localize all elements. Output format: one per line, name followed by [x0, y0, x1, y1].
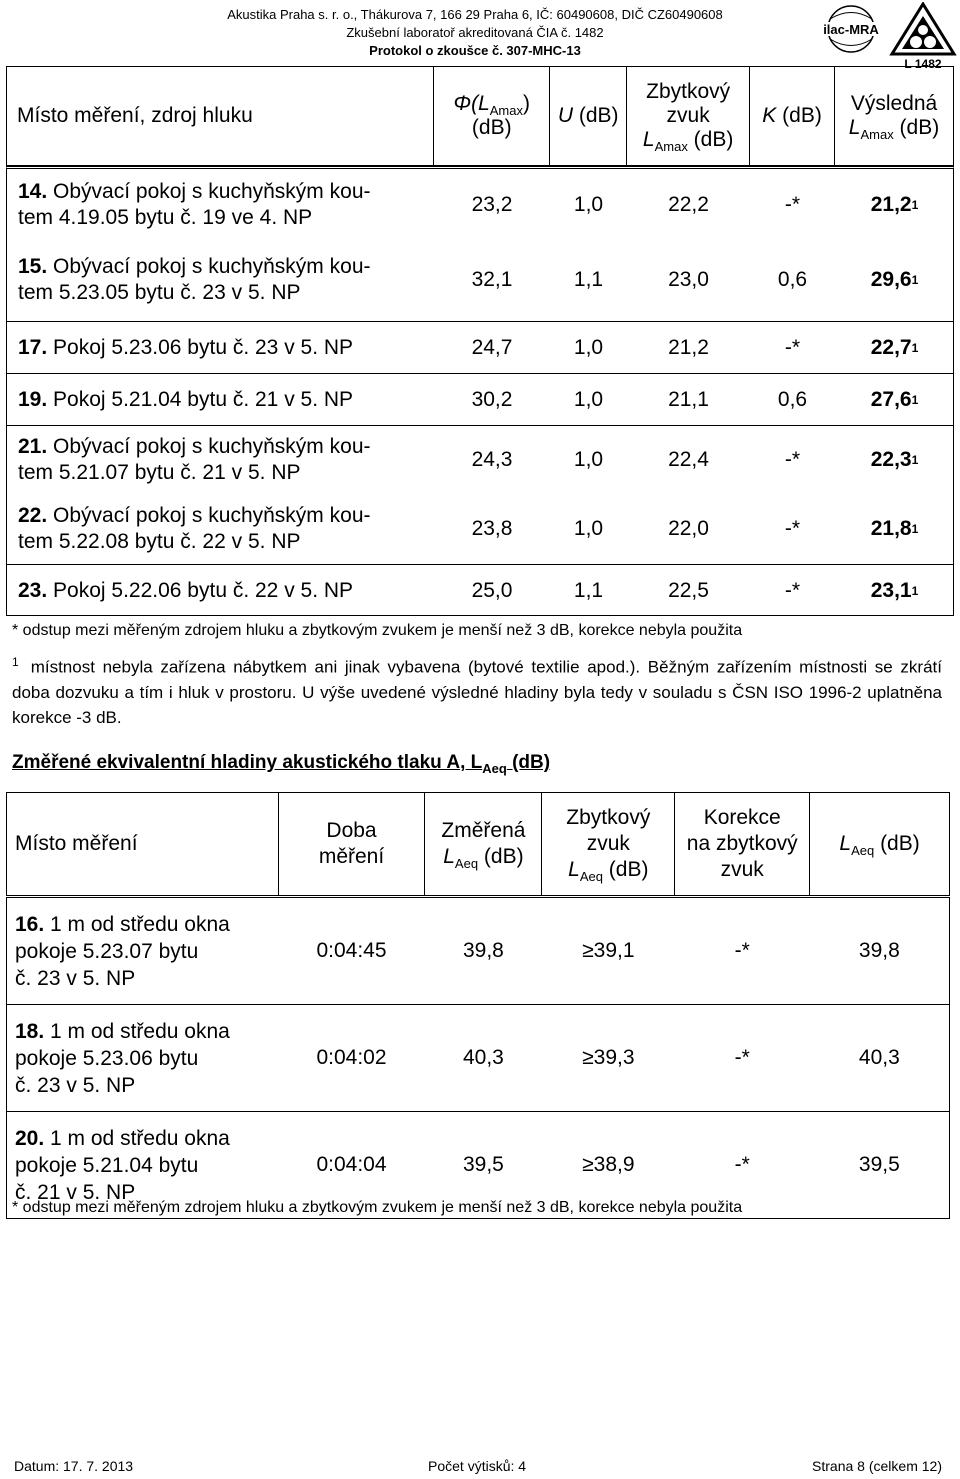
row-place: 19. Pokoj 5.21.04 bytu č. 21 v 5. NP: [18, 387, 354, 411]
row-place: 14. Obývací pokoj s kuchyňským kou-tem 4.19.05 bytu č. 19 ve 4. NP: [18, 180, 371, 229]
row-u: 1,1: [573, 268, 604, 291]
svg-text:L 1482: L 1482: [904, 57, 942, 70]
row-laeq: 39,8: [810, 897, 950, 1005]
results-table-laeq: [6, 792, 950, 1219]
row-place: 21. Obývací pokoj s kuchyňským kou-tem 5.21.07 bytu č. 21 v 5. NP: [18, 435, 371, 484]
row-result: 29,6 1: [870, 268, 919, 291]
col-header-phi: $\Phi(L_{Amax})$ (dB): [434, 67, 550, 166]
col-header-residual: Zbytkový zvuk $L_{Amax}$ (dB): [627, 67, 750, 166]
row-u: 1,1: [573, 578, 604, 602]
row-k: -*: [784, 448, 801, 471]
ilac-mra-logo: [818, 4, 884, 59]
row-k: -*: [784, 517, 801, 540]
superscript-one-footnote: $^1$ místnost nebyla zařízena nábytkem ani jinak vybavena (bytové textilie apod.). Běžným zařízením místnosti se zkrátí doba dozvuku a tím i hluk v prostoru. U výše uvedené výsledné hladiny byla tedy v souladu s ČSN ISO 1996-2 uplatněna korekce -3 dB.: [12, 655, 942, 727]
row-phi: 24,7: [471, 335, 513, 359]
row-measured: 40,3: [425, 1005, 542, 1112]
row-place: 22. Obývací pokoj s kuchyňským kou-tem 5.22.08 bytu č. 22 v 5. NP: [18, 504, 371, 553]
row-residual: 22,2: [668, 193, 709, 216]
row-phi: 23,8: [471, 517, 513, 540]
col-header-result: Výsledná $L_{Amax}$ (dB): [835, 67, 954, 166]
row-correction: -*: [675, 897, 810, 1005]
row-phi: 24,3: [471, 448, 513, 471]
col2-header-residual: Zbytkový zvuk $L_{Aeq}$ (dB): [542, 793, 675, 897]
col2-header-correction: Korekce na zbytkový zvuk: [675, 793, 810, 897]
row-residual: 21,1: [668, 387, 709, 411]
row-k: 0,6: [777, 387, 808, 411]
col2-header-place: Místo měření: [7, 793, 279, 897]
row-residual: 23,0: [668, 268, 709, 291]
star-footnote: * odstup mezi měřeným zdrojem hluku a zbytkovým zvukem je menší než 3 dB, korekce nebyla použita: [12, 622, 743, 639]
row-residual: 22,4: [668, 448, 709, 471]
row-result: 21,2 1: [870, 193, 919, 216]
footer-copies: Počet výtisků: 4: [428, 1458, 527, 1474]
row-place: 20. 1 m od středu okna pokoje 5.21.04 bytu č. 21 v 5. NP: [7, 1112, 279, 1219]
row-result: 22,3 1: [870, 448, 919, 471]
col2-header-measured: Změřená $L_{Aeq}$ (dB): [425, 793, 542, 897]
row-laeq: 39,5: [810, 1112, 950, 1219]
document-header: [150, 6, 800, 60]
row-k: -*: [784, 335, 801, 359]
row-duration: 0:04:04: [278, 1112, 425, 1219]
row-residual: 22,0: [668, 517, 709, 540]
col2-header-laeq: $L_{Aeq}$ (dB): [810, 793, 950, 897]
footer-page-number: Strana 8 (celkem 12): [812, 1458, 942, 1474]
header-lab-line: Zkušební laboratoř akreditovaná ČIA č. 1482: [346, 25, 604, 40]
row-residual: ≥39,3: [542, 1005, 675, 1112]
row-phi: 25,0: [471, 578, 513, 602]
row-k: -*: [784, 193, 801, 216]
row-result: 23,1 1: [870, 578, 919, 602]
row-duration: 0:04:02: [278, 1005, 425, 1112]
results-table-lamax: [6, 66, 954, 166]
row-residual: ≥39,1: [542, 897, 675, 1005]
section-title-laeq: Změřené ekvivalentní hladiny akustického tlaku A, $L_{Aeq}$ (dB): [12, 752, 551, 776]
row-u: 1,0: [573, 448, 604, 471]
row-place: 16. 1 m od středu okna pokoje 5.23.07 bytu č. 23 v 5. NP: [7, 897, 279, 1005]
row-residual: 22,5: [668, 578, 709, 602]
row-place: 17. Pokoj 5.23.06 bytu č. 23 v 5. NP: [18, 335, 354, 359]
table2-star-footnote: * odstup mezi měřeným zdrojem hluku a zbytkovým zvukem je menší než 3 dB, korekce nebyla použita: [12, 1199, 743, 1216]
row-place: 23. Pokoj 5.22.06 bytu č. 22 v 5. NP: [18, 578, 354, 602]
row-result: 27,6 1: [870, 387, 919, 411]
row-k: 0,6: [777, 268, 808, 291]
svg-text:ilac-MRA: ilac-MRA: [823, 22, 879, 37]
row-place: 18. 1 m od středu okna pokoje 5.23.06 bytu č. 23 v 5. NP: [7, 1005, 279, 1112]
row-result: 22,7 1: [870, 335, 919, 359]
col-header-k: K (dB): [750, 67, 835, 166]
row-phi: 23,2: [471, 193, 513, 216]
row-correction: -*: [675, 1112, 810, 1219]
table-row: [7, 897, 950, 1005]
row-place: 15. Obývací pokoj s kuchyňským kou-tem 5.23.05 bytu č. 23 v 5. NP: [18, 255, 371, 304]
row-measured: 39,5: [425, 1112, 542, 1219]
table-frame: [6, 166, 954, 616]
footer-date: Datum: 17. 7. 2013: [14, 1458, 134, 1474]
header-protocol-line: Protokol o zkoušce č. 307-MHC-13: [369, 43, 581, 58]
col2-header-duration: Doba měření: [278, 793, 425, 897]
row-residual: 21,2: [668, 335, 709, 359]
row-u: 1,0: [573, 335, 604, 359]
row-k: -*: [784, 578, 801, 602]
row-phi: 30,2: [471, 387, 513, 411]
row-phi: 32,1: [471, 268, 513, 291]
col-header-place: Místo měření, zdroj hluku: [7, 67, 434, 166]
table-row: [7, 1005, 950, 1112]
table2-header-row: [7, 793, 950, 897]
header-company-line: Akustika Praha s. r. o., Thákurova 7, 166 29 Praha 6, IČ: 60490608, DIČ CZ60490608: [227, 7, 723, 22]
table-header-row: [7, 67, 954, 166]
row-u: 1,0: [573, 517, 604, 540]
row-measured: 39,8: [425, 897, 542, 1005]
row-laeq: 40,3: [810, 1005, 950, 1112]
row-result: 21,8 1: [870, 517, 919, 540]
row-residual: ≥38,9: [542, 1112, 675, 1219]
cia-accreditation-logo: [888, 2, 958, 75]
row-correction: -*: [675, 1005, 810, 1112]
row-u: 1,0: [573, 387, 604, 411]
row-u: 1,0: [573, 193, 604, 216]
col-header-u: U (dB): [550, 67, 627, 166]
row-duration: 0:04:45: [278, 897, 425, 1005]
